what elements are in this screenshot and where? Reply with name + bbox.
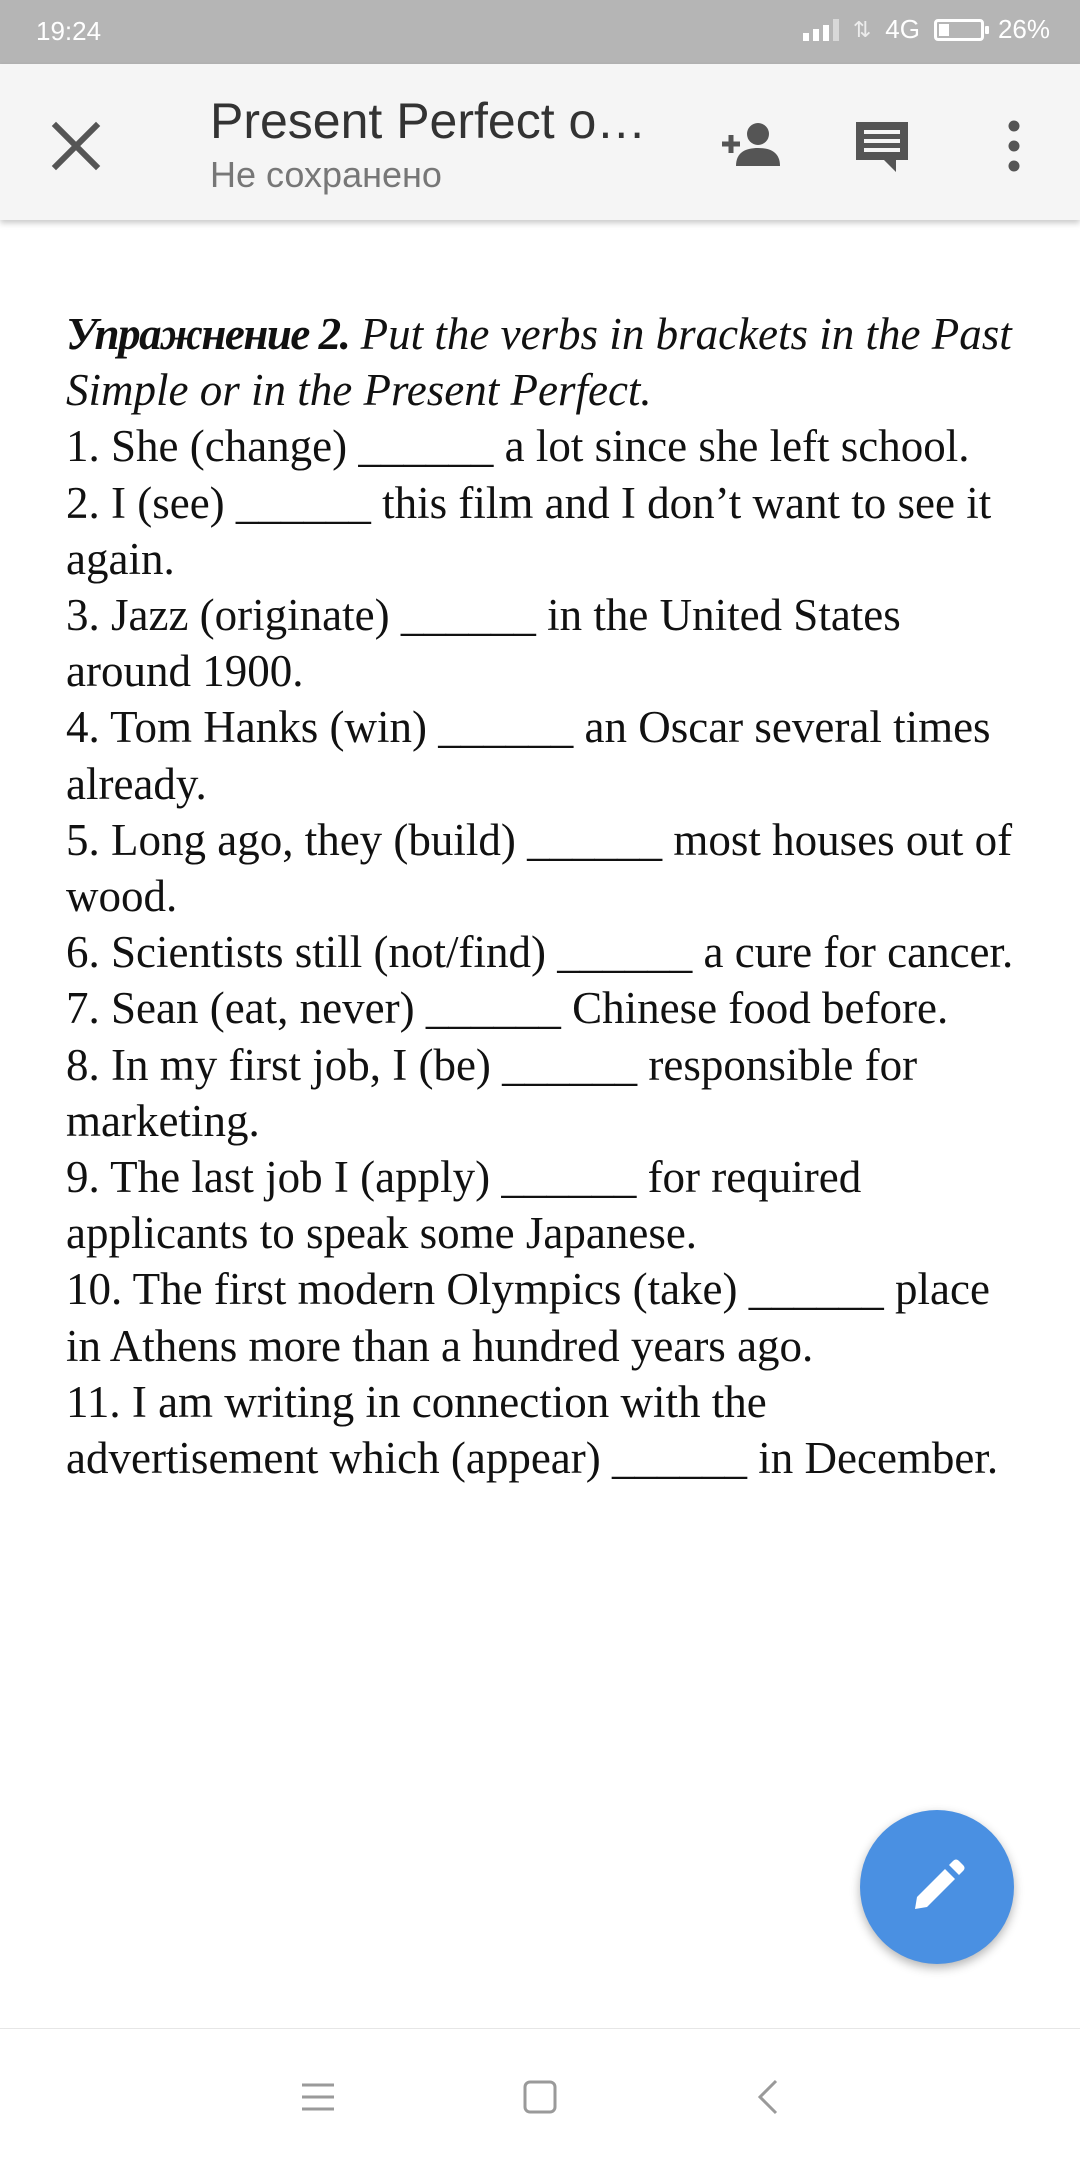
status-bar	[0, 0, 1080, 64]
navigation-bar	[0, 2028, 1080, 2160]
network-type: 4G	[885, 14, 920, 44]
exercise-label: Упражнение 2.	[66, 309, 350, 359]
status-indicators	[803, 14, 1050, 45]
exercise-instructions: Put the verbs in brackets in the Past Simple or in the Present Perfect.	[66, 309, 1012, 416]
add-person-icon	[718, 114, 782, 178]
exercise-item: 2. I (see) ______ this film and I don’t want to see it again.	[66, 477, 992, 584]
back-button[interactable]	[738, 2067, 798, 2127]
exercise-item: 10. The first modern Olympics (take) ______ place in Athens more than a hundred years ago.	[66, 1264, 990, 1371]
menu-icon	[288, 2067, 348, 2127]
exercise-item: 9. The last job I (apply) ______ for required applicants to speak some Japanese.	[66, 1152, 862, 1259]
exercise-item: 8. In my first job, I (be) ______ responsible for marketing.	[66, 1039, 918, 1146]
comment-icon	[850, 114, 914, 178]
recent-apps-button[interactable]	[288, 2067, 348, 2127]
home-square-icon	[510, 2067, 570, 2127]
app-bar	[0, 64, 1080, 220]
exercise-item: 4. Tom Hanks (win) ______ an Oscar several times already.	[66, 702, 991, 809]
exercise-item: 1. She (change) ______ a lot since she left school.	[66, 421, 970, 472]
document-title: Present Perfect o…	[210, 93, 647, 149]
close-icon	[44, 114, 108, 178]
signal-icon	[803, 19, 839, 41]
more-vertical-icon	[982, 114, 1046, 178]
more-options-button[interactable]	[982, 114, 1046, 178]
comment-button[interactable]	[850, 114, 914, 178]
document-body	[66, 306, 1026, 1486]
exercise-item: 5. Long ago, they (build) ______ most houses out of wood.	[66, 814, 1013, 922]
status-time: 19:24	[36, 16, 102, 46]
battery-percent: 26%	[997, 14, 1050, 44]
exercise-item: 6. Scientists still (not/find) ______ a cure for cancer.	[66, 927, 1014, 978]
battery-icon	[934, 19, 984, 41]
home-button[interactable]	[510, 2067, 570, 2127]
add-person-button[interactable]	[718, 114, 782, 178]
exercise-item: 7. Sean (eat, never) ______ Chinese food before.	[66, 983, 949, 1034]
exercise-item: 11. I am writing in connection with the advertisement which (appear) ______ in December.	[66, 1376, 999, 1484]
save-status: Не сохранено	[210, 154, 442, 195]
pencil-icon	[905, 1855, 969, 1919]
data-arrows-icon: ⇅	[852, 16, 872, 42]
exercise-item: 3. Jazz (originate) ______ in the United States around 1900.	[66, 590, 901, 697]
close-button[interactable]	[44, 114, 108, 178]
exercise-header	[66, 306, 1026, 418]
back-chevron-icon	[738, 2067, 798, 2127]
edit-button[interactable]	[860, 1810, 1014, 1964]
